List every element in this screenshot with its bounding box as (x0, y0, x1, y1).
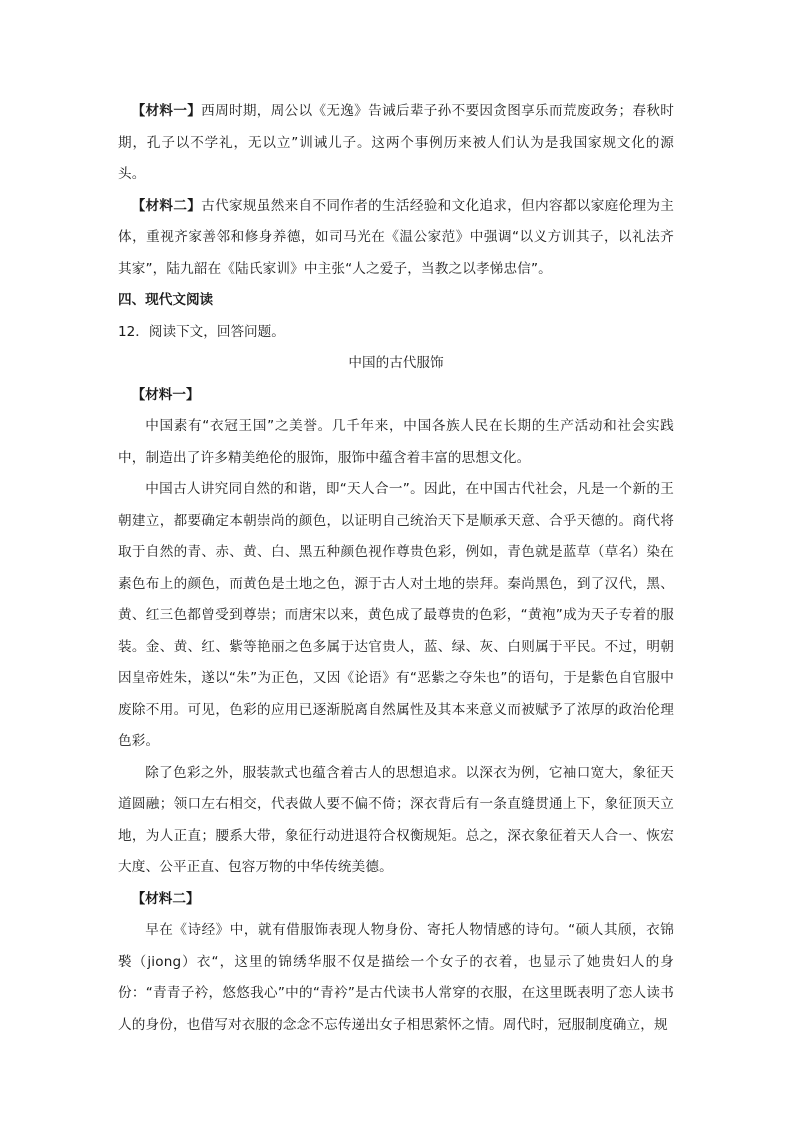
question-prompt: 12．阅读下文，回答问题。 (118, 323, 285, 340)
intro-material-two-label: 【材料二】 (131, 197, 202, 214)
intro-material-two (118, 191, 674, 286)
intro-material-one (118, 96, 674, 191)
article-material-two-label: 【材料二】 (131, 890, 200, 907)
article-title: 中国的古代服饰 (348, 355, 444, 371)
intro-material-one-label: 【材料一】 (131, 103, 202, 119)
article-m2-paragraph: 早在《诗经》中，就有借服饰表现人物身份、寄托人物情感的诗句。“硕人其颀，衣锦褧（jiong）衣“，这里的锦绣华服不仅是描绘一个女子的衣着，也显示了她贵妇人的身份：“青青子衿，悠悠我心”中的“青衿”是古代读书人常穿的衣服，在这里既表明了恋人读书人的身份，也借写对衣服的念念不忘传递出女子相思萦怀之情。周代时，冠服制度确立，规 (118, 922, 674, 1033)
article-m1-paragraph: 中国古人讲究同自然的和谐，即“天人合一”。因此，在中国古代社会，凡是一个新的王朝建立，都要确定本朝崇尚的颜色，以证明自己统治天下是顺承天意、合乎天德的。商代将取于自然的青、赤、黄、白、黑五种颜色视作尊贵色彩，例如，青色就是蓝草（草名）染在素色布上的颜色，而黄色是土地之色，源于古人对土地的崇拜。秦尚黑色，到了汉代，黑、黄、红三色都曾受到尊崇；而唐宋以来，黄色成了最尊贵的色彩，“黄袍”成为天子专着的服装。金、黄、红、紫等艳丽之色多属于达官贵人，蓝、绿、灰、白则属于平民。不过，明朝因皇帝姓朱，遂以“朱”为正色，又因《论语》有“恶紫之夺朱也”的语句，于是紫色自官服中废除不用。可见，色彩的应用已逐渐脱离自然属性及其本来意义而被赋予了浓厚的政治伦理色彩。 (118, 481, 674, 749)
document-page (118, 96, 674, 1041)
section-heading: 四、现代文阅读 (118, 292, 214, 308)
intro-material-one-text: 西周时期，周公以《无逸》告诫后辈子孙不要因贪图享乐而荒废政务；春秋时期，孔子以不学礼，无以立”训诫儿子。这两个事例历来被人们认为是我国家规文化的源头。 (118, 103, 674, 182)
intro-material-two-text: 古代家规虽然来自不同作者的生活经验和文化追求，但内容都以家庭伦理为主体，重视齐家善邻和修身养德，如司马光在《温公家范》中强调“以义方训其子，以礼法齐其家”，陆九韶在《陆氏家训》中主张“人之爱子，当教之以孝悌忠信”。 (118, 197, 674, 277)
article-m1-paragraph: 除了色彩之外，服装款式也蕴含着古人的思想追求。以深衣为例，它袖口宽大，象征天道圆融；领口左右相交，代表做人要不偏不倚；深衣背后有一条直缝贯通上下，象征顶天立地，为人正直；腰系大带，象征行动进退符合权衡规矩。总之，深衣象征着天人合一、恢宏大度、公平正直、包容万物的中华传统美德。 (118, 764, 674, 875)
article-m1-paragraph: 中国素有“衣冠王国”之美誉。几千年来，中国各族人民在长期的生产活动和社会实践中，制造出了许多精美绝伦的服饰，服饰中蕴含着丰富的思想文化。 (118, 418, 674, 466)
article-material-one-label: 【材料一】 (131, 386, 200, 403)
